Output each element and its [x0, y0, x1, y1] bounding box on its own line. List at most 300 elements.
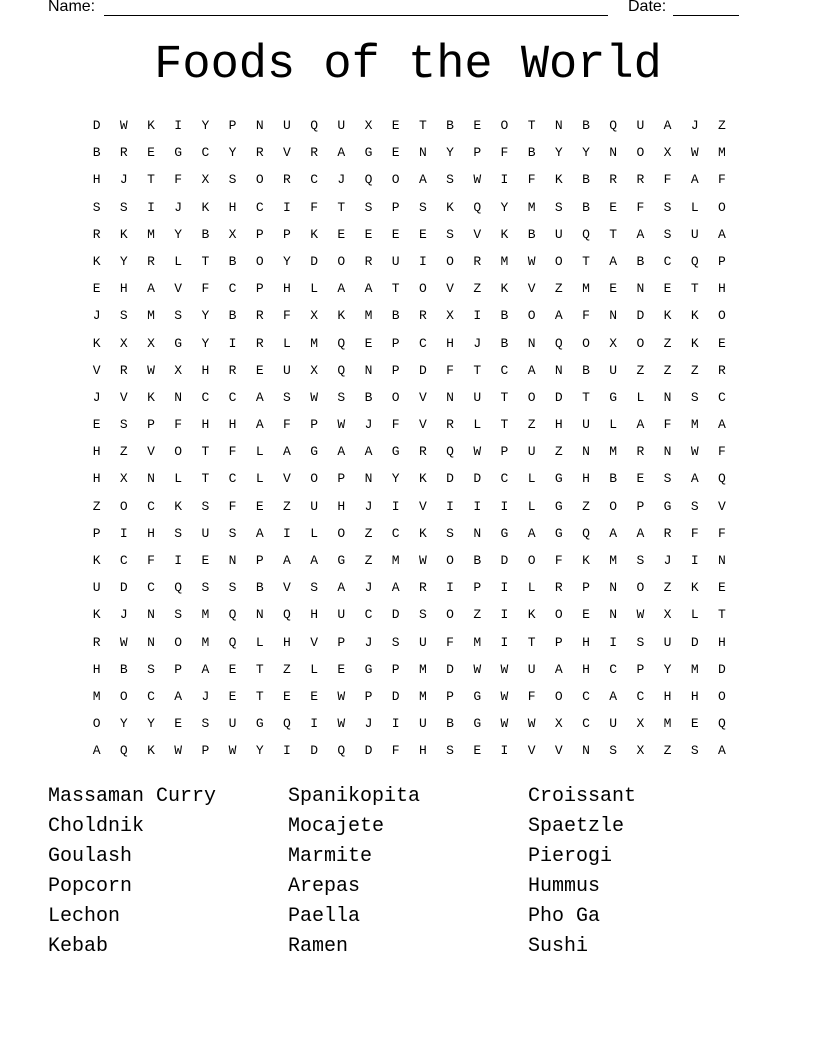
grid-letter[interactable]: C	[500, 362, 509, 378]
grid-letter[interactable]: K	[147, 118, 155, 133]
grid-letter[interactable]: I	[310, 716, 318, 732]
grid-letter[interactable]: S	[690, 498, 699, 514]
grid-letter[interactable]: A	[418, 172, 427, 188]
grid-letter[interactable]: C	[147, 580, 155, 596]
grid-letter[interactable]: N	[554, 118, 563, 133]
grid-letter[interactable]: N	[255, 118, 264, 133]
grid-letter[interactable]: Y	[582, 145, 590, 161]
grid-letter[interactable]: T	[337, 199, 346, 215]
grid-letter[interactable]: H	[119, 281, 128, 297]
grid-letter[interactable]: B	[391, 308, 400, 324]
grid-letter[interactable]: L	[310, 661, 318, 677]
grid-letter[interactable]: R	[147, 253, 155, 269]
grid-letter[interactable]: P	[391, 335, 400, 351]
grid-letter[interactable]: S	[418, 607, 427, 623]
grid-letter[interactable]: N	[364, 471, 373, 487]
grid-letter[interactable]: O	[527, 389, 536, 405]
grid-letter[interactable]: X	[636, 743, 645, 759]
grid-letter[interactable]: A	[663, 118, 672, 133]
grid-letter[interactable]: I	[500, 498, 509, 514]
grid-letter[interactable]: Z	[554, 281, 563, 297]
grid-letter[interactable]: S	[228, 172, 237, 188]
grid-letter[interactable]: H	[92, 661, 101, 677]
grid-letter[interactable]: H	[147, 525, 155, 541]
grid-letter[interactable]: B	[636, 253, 645, 269]
grid-letter[interactable]: Q	[582, 226, 590, 242]
grid-letter[interactable]: I	[391, 498, 400, 514]
grid-letter[interactable]: E	[283, 688, 291, 704]
grid-letter[interactable]: D	[500, 553, 509, 568]
grid-letter[interactable]: M	[92, 688, 101, 704]
grid-letter[interactable]: J	[663, 553, 672, 568]
grid-letter[interactable]: I	[473, 498, 482, 514]
grid-letter[interactable]: C	[119, 553, 128, 568]
grid-letter[interactable]: J	[364, 716, 373, 732]
grid-letter[interactable]: S	[337, 389, 346, 405]
grid-letter[interactable]: B	[446, 118, 454, 133]
grid-letter[interactable]: Q	[283, 607, 291, 623]
grid-letter[interactable]: E	[255, 362, 264, 378]
grid-letter[interactable]: E	[92, 281, 101, 297]
grid-letter[interactable]: Z	[473, 281, 482, 297]
grid-letter[interactable]: A	[609, 253, 618, 269]
grid-letter[interactable]: M	[609, 553, 618, 568]
grid-letter[interactable]: R	[255, 308, 264, 324]
grid-letter[interactable]: Q	[228, 634, 237, 650]
grid-letter[interactable]: S	[418, 199, 427, 215]
grid-letter[interactable]: S	[609, 743, 618, 759]
grid-letter[interactable]: P	[718, 253, 726, 269]
grid-letter[interactable]: M	[418, 661, 427, 677]
grid-letter[interactable]: B	[228, 308, 237, 324]
grid-letter[interactable]: P	[582, 580, 590, 596]
grid-letter[interactable]: M	[663, 716, 672, 732]
grid-letter[interactable]: L	[690, 607, 699, 623]
grid-letter[interactable]: F	[636, 199, 645, 215]
grid-letter[interactable]: S	[391, 634, 400, 650]
grid-letter[interactable]: O	[527, 308, 536, 324]
grid-letter[interactable]: J	[119, 172, 128, 188]
grid-letter[interactable]: V	[119, 389, 128, 405]
grid-letter[interactable]: A	[147, 281, 155, 297]
grid-letter[interactable]: A	[364, 281, 373, 297]
grid-letter[interactable]: I	[446, 498, 454, 514]
grid-letter[interactable]: B	[201, 226, 210, 242]
grid-letter[interactable]: K	[690, 580, 699, 596]
grid-letter[interactable]: C	[609, 661, 618, 677]
grid-letter[interactable]: R	[255, 145, 264, 161]
grid-letter[interactable]: L	[690, 199, 699, 215]
grid-letter[interactable]: R	[92, 226, 101, 242]
grid-letter[interactable]: S	[663, 226, 672, 242]
grid-letter[interactable]: T	[500, 417, 509, 433]
grid-letter[interactable]: X	[554, 716, 563, 732]
grid-letter[interactable]: U	[310, 498, 318, 514]
grid-letter[interactable]: E	[174, 716, 183, 732]
grid-letter[interactable]: L	[310, 525, 318, 541]
grid-letter[interactable]: W	[500, 661, 509, 677]
grid-letter[interactable]: F	[527, 688, 536, 704]
grid-letter[interactable]: S	[663, 199, 672, 215]
grid-letter[interactable]: E	[364, 335, 373, 351]
grid-letter[interactable]: W	[690, 145, 699, 161]
grid-letter[interactable]: Q	[718, 471, 726, 487]
grid-letter[interactable]: H	[92, 172, 101, 188]
grid-letter[interactable]: D	[690, 634, 699, 650]
grid-letter[interactable]: B	[582, 118, 590, 133]
grid-letter[interactable]: X	[228, 226, 237, 242]
grid-letter[interactable]: L	[283, 335, 291, 351]
grid-letter[interactable]: P	[391, 199, 400, 215]
grid-letter[interactable]: E	[718, 335, 726, 351]
grid-letter[interactable]: A	[255, 389, 264, 405]
grid-letter[interactable]: V	[418, 417, 427, 433]
grid-letter[interactable]: O	[119, 498, 128, 514]
grid-letter[interactable]: M	[310, 335, 318, 351]
grid-letter[interactable]: R	[418, 580, 427, 596]
grid-letter[interactable]: U	[92, 580, 101, 596]
grid-letter[interactable]: O	[554, 607, 563, 623]
grid-letter[interactable]: T	[718, 607, 726, 623]
grid-letter[interactable]: N	[636, 281, 645, 297]
grid-letter[interactable]: G	[554, 525, 563, 541]
grid-letter[interactable]: M	[147, 226, 155, 242]
grid-letter[interactable]: H	[446, 335, 454, 351]
grid-letter[interactable]: K	[147, 389, 155, 405]
grid-letter[interactable]: U	[283, 362, 291, 378]
grid-letter[interactable]: J	[201, 688, 210, 704]
grid-letter[interactable]: Y	[228, 145, 237, 161]
grid-letter[interactable]: P	[283, 226, 291, 242]
grid-letter[interactable]: T	[201, 253, 210, 269]
grid-letter[interactable]: X	[609, 335, 618, 351]
grid-letter[interactable]: R	[418, 308, 427, 324]
grid-letter[interactable]: K	[337, 308, 346, 324]
grid-letter[interactable]: Y	[201, 308, 210, 324]
grid-letter[interactable]: L	[255, 444, 264, 460]
grid-letter[interactable]: C	[228, 471, 237, 487]
grid-letter[interactable]: D	[473, 471, 482, 487]
grid-letter[interactable]: F	[283, 308, 291, 324]
grid-letter[interactable]: S	[201, 580, 210, 596]
grid-letter[interactable]: A	[255, 525, 264, 541]
grid-letter[interactable]: P	[636, 661, 645, 677]
grid-letter[interactable]: X	[147, 335, 155, 351]
grid-letter[interactable]: Q	[609, 118, 618, 133]
grid-letter[interactable]: S	[364, 199, 373, 215]
grid-letter[interactable]: T	[690, 281, 699, 297]
grid-letter[interactable]: K	[446, 199, 454, 215]
grid-letter[interactable]: K	[201, 199, 210, 215]
grid-letter[interactable]: E	[582, 607, 590, 623]
grid-letter[interactable]: Z	[92, 498, 101, 514]
grid-letter[interactable]: X	[201, 172, 210, 188]
grid-letter[interactable]: K	[119, 226, 128, 242]
grid-letter[interactable]: I	[174, 553, 183, 568]
grid-letter[interactable]: S	[119, 199, 128, 215]
grid-letter[interactable]: Q	[446, 444, 454, 460]
grid-letter[interactable]: E	[310, 688, 318, 704]
grid-letter[interactable]: O	[582, 335, 590, 351]
grid-letter[interactable]: O	[718, 308, 726, 324]
grid-letter[interactable]: I	[147, 199, 155, 215]
grid-letter[interactable]: W	[119, 634, 128, 650]
grid-letter[interactable]: Q	[718, 716, 726, 732]
grid-letter[interactable]: W	[310, 389, 318, 405]
grid-letter[interactable]: A	[92, 743, 101, 759]
grid-letter[interactable]: I	[500, 634, 509, 650]
grid-letter[interactable]: U	[283, 118, 291, 133]
grid-letter[interactable]: U	[337, 607, 346, 623]
grid-letter[interactable]: S	[690, 743, 699, 759]
grid-letter[interactable]: E	[201, 553, 210, 568]
grid-letter[interactable]: O	[174, 634, 183, 650]
grid-letter[interactable]: C	[636, 688, 645, 704]
grid-letter[interactable]: H	[92, 471, 101, 487]
grid-letter[interactable]: C	[500, 471, 509, 487]
grid-letter[interactable]: Q	[554, 335, 563, 351]
grid-letter[interactable]: G	[364, 661, 373, 677]
grid-letter[interactable]: E	[391, 226, 400, 242]
grid-letter[interactable]: Y	[119, 253, 128, 269]
grid-letter[interactable]: T	[527, 118, 536, 133]
grid-letter[interactable]: O	[391, 389, 400, 405]
grid-letter[interactable]: G	[337, 553, 346, 568]
grid-letter[interactable]: B	[500, 308, 509, 324]
grid-letter[interactable]: H	[582, 471, 590, 487]
grid-letter[interactable]: B	[500, 335, 509, 351]
grid-letter[interactable]: E	[337, 661, 346, 677]
grid-letter[interactable]: R	[310, 145, 318, 161]
grid-letter[interactable]: W	[527, 716, 536, 732]
grid-letter[interactable]: F	[690, 525, 699, 541]
grid-letter[interactable]: Y	[147, 716, 155, 732]
grid-letter[interactable]: J	[174, 199, 183, 215]
grid-letter[interactable]: E	[255, 498, 264, 514]
grid-letter[interactable]: E	[718, 580, 726, 596]
grid-letter[interactable]: O	[500, 118, 509, 133]
grid-letter[interactable]: B	[527, 226, 536, 242]
grid-letter[interactable]: B	[119, 661, 128, 677]
grid-letter[interactable]: Z	[663, 743, 672, 759]
grid-letter[interactable]: D	[554, 389, 563, 405]
grid-letter[interactable]: U	[391, 253, 400, 269]
grid-letter[interactable]: Q	[119, 743, 128, 759]
grid-letter[interactable]: C	[391, 525, 400, 541]
grid-letter[interactable]: N	[147, 471, 155, 487]
grid-letter[interactable]: T	[255, 688, 264, 704]
grid-letter[interactable]: I	[391, 716, 400, 732]
grid-letter[interactable]: E	[663, 281, 672, 297]
grid-letter[interactable]: G	[174, 145, 183, 161]
grid-letter[interactable]: R	[255, 335, 264, 351]
grid-letter[interactable]: A	[337, 281, 346, 297]
grid-letter[interactable]: M	[201, 607, 210, 623]
grid-letter[interactable]: L	[527, 498, 536, 514]
grid-letter[interactable]: V	[418, 389, 427, 405]
grid-letter[interactable]: Y	[446, 145, 454, 161]
grid-letter[interactable]: L	[255, 471, 264, 487]
grid-letter[interactable]: R	[283, 172, 291, 188]
grid-letter[interactable]: A	[310, 553, 318, 568]
grid-letter[interactable]: B	[255, 580, 264, 596]
grid-letter[interactable]: I	[283, 199, 291, 215]
grid-letter[interactable]: W	[473, 172, 482, 188]
grid-letter[interactable]: M	[609, 444, 618, 460]
grid-letter[interactable]: C	[147, 498, 155, 514]
grid-letter[interactable]: O	[718, 688, 726, 704]
grid-letter[interactable]: W	[473, 661, 482, 677]
grid-letter[interactable]: B	[609, 471, 618, 487]
grid-letter[interactable]: O	[337, 253, 346, 269]
grid-letter[interactable]: E	[391, 145, 400, 161]
grid-letter[interactable]: F	[391, 417, 400, 433]
grid-letter[interactable]: H	[228, 417, 237, 433]
grid-letter[interactable]: P	[310, 417, 318, 433]
grid-letter[interactable]: O	[174, 444, 183, 460]
grid-letter[interactable]: X	[119, 335, 128, 351]
grid-letter[interactable]: K	[418, 525, 427, 541]
grid-letter[interactable]: K	[554, 172, 563, 188]
grid-letter[interactable]: R	[92, 634, 101, 650]
grid-letter[interactable]: K	[92, 335, 101, 351]
grid-letter[interactable]: N	[418, 145, 427, 161]
grid-letter[interactable]: I	[174, 118, 183, 133]
grid-letter[interactable]: Y	[201, 335, 210, 351]
grid-letter[interactable]: A	[718, 417, 726, 433]
grid-letter[interactable]: P	[201, 743, 210, 759]
grid-letter[interactable]: P	[636, 498, 645, 514]
grid-letter[interactable]: Q	[582, 525, 590, 541]
grid-letter[interactable]: Z	[718, 118, 726, 133]
grid-letter[interactable]: X	[310, 308, 318, 324]
grid-letter[interactable]: P	[391, 362, 400, 378]
grid-letter[interactable]: S	[554, 199, 563, 215]
grid-letter[interactable]: L	[527, 580, 536, 596]
grid-letter[interactable]: S	[228, 580, 237, 596]
grid-letter[interactable]: M	[582, 281, 590, 297]
grid-letter[interactable]: B	[582, 172, 590, 188]
grid-letter[interactable]: O	[554, 253, 563, 269]
grid-letter[interactable]: K	[174, 498, 183, 514]
grid-letter[interactable]: N	[554, 362, 563, 378]
grid-letter[interactable]: H	[310, 607, 318, 623]
grid-letter[interactable]: N	[582, 444, 590, 460]
grid-letter[interactable]: W	[119, 118, 128, 133]
grid-letter[interactable]: F	[228, 498, 237, 514]
grid-letter[interactable]: J	[337, 172, 346, 188]
grid-letter[interactable]: H	[663, 688, 672, 704]
grid-letter[interactable]: L	[310, 281, 318, 297]
grid-letter[interactable]: E	[418, 226, 427, 242]
grid-letter[interactable]: S	[119, 308, 128, 324]
grid-letter[interactable]: H	[582, 661, 590, 677]
grid-letter[interactable]: H	[92, 444, 101, 460]
grid-letter[interactable]: U	[201, 525, 210, 541]
grid-letter[interactable]: L	[473, 417, 482, 433]
grid-letter[interactable]: Q	[337, 335, 346, 351]
grid-letter[interactable]: S	[636, 553, 645, 568]
grid-letter[interactable]: A	[283, 553, 291, 568]
grid-letter[interactable]: N	[718, 553, 726, 568]
grid-letter[interactable]: E	[609, 281, 618, 297]
grid-letter[interactable]: Z	[364, 553, 373, 568]
grid-letter[interactable]: H	[201, 362, 210, 378]
grid-letter[interactable]: E	[92, 417, 101, 433]
grid-letter[interactable]: Z	[663, 362, 672, 378]
grid-letter[interactable]: Z	[663, 335, 672, 351]
grid-letter[interactable]: F	[500, 145, 509, 161]
grid-letter[interactable]: C	[718, 389, 726, 405]
grid-letter[interactable]: K	[310, 226, 318, 242]
grid-letter[interactable]: N	[255, 607, 264, 623]
grid-letter[interactable]: S	[636, 634, 645, 650]
grid-letter[interactable]: J	[92, 308, 101, 324]
grid-letter[interactable]: Y	[201, 118, 210, 133]
grid-letter[interactable]: G	[554, 498, 563, 514]
grid-letter[interactable]: U	[636, 118, 645, 133]
grid-letter[interactable]: P	[147, 417, 155, 433]
grid-letter[interactable]: P	[337, 634, 346, 650]
grid-letter[interactable]: G	[255, 716, 264, 732]
grid-letter[interactable]: Q	[337, 743, 346, 759]
grid-letter[interactable]: O	[636, 580, 645, 596]
grid-letter[interactable]: R	[446, 417, 454, 433]
grid-letter[interactable]: A	[337, 145, 346, 161]
grid-letter[interactable]: J	[364, 498, 373, 514]
grid-letter[interactable]: X	[364, 118, 373, 133]
grid-letter[interactable]: T	[418, 118, 427, 133]
grid-letter[interactable]: R	[609, 172, 618, 188]
grid-letter[interactable]: C	[364, 607, 373, 623]
grid-letter[interactable]: I	[446, 580, 454, 596]
grid-letter[interactable]: P	[255, 226, 264, 242]
grid-letter[interactable]: K	[92, 553, 101, 568]
grid-letter[interactable]: Z	[119, 444, 128, 460]
grid-letter[interactable]: D	[718, 661, 726, 677]
grid-letter[interactable]: H	[582, 634, 590, 650]
grid-letter[interactable]: L	[609, 417, 618, 433]
grid-letter[interactable]: A	[255, 417, 264, 433]
grid-letter[interactable]: Z	[527, 417, 536, 433]
grid-letter[interactable]: A	[364, 444, 373, 460]
grid-letter[interactable]: G	[174, 335, 183, 351]
grid-letter[interactable]: S	[283, 389, 291, 405]
grid-letter[interactable]: K	[527, 607, 536, 623]
grid-letter[interactable]: A	[527, 362, 536, 378]
grid-letter[interactable]: O	[446, 553, 454, 568]
grid-letter[interactable]: F	[283, 417, 291, 433]
grid-letter[interactable]: H	[228, 199, 237, 215]
grid-letter[interactable]: E	[473, 118, 482, 133]
grid-letter[interactable]: K	[500, 281, 509, 297]
grid-letter[interactable]: P	[364, 688, 373, 704]
grid-letter[interactable]: P	[228, 118, 237, 133]
name-blank-line[interactable]	[104, 0, 608, 16]
grid-letter[interactable]: R	[636, 172, 645, 188]
grid-letter[interactable]: E	[228, 688, 237, 704]
grid-letter[interactable]: F	[174, 172, 183, 188]
grid-letter[interactable]: O	[527, 553, 536, 568]
grid-letter[interactable]: C	[201, 145, 210, 161]
grid-letter[interactable]: F	[446, 634, 454, 650]
grid-letter[interactable]: D	[310, 743, 318, 759]
grid-letter[interactable]: R	[636, 444, 645, 460]
grid-letter[interactable]: S	[201, 498, 210, 514]
grid-letter[interactable]: N	[527, 335, 536, 351]
grid-letter[interactable]: E	[147, 145, 155, 161]
grid-letter[interactable]: V	[92, 362, 101, 378]
